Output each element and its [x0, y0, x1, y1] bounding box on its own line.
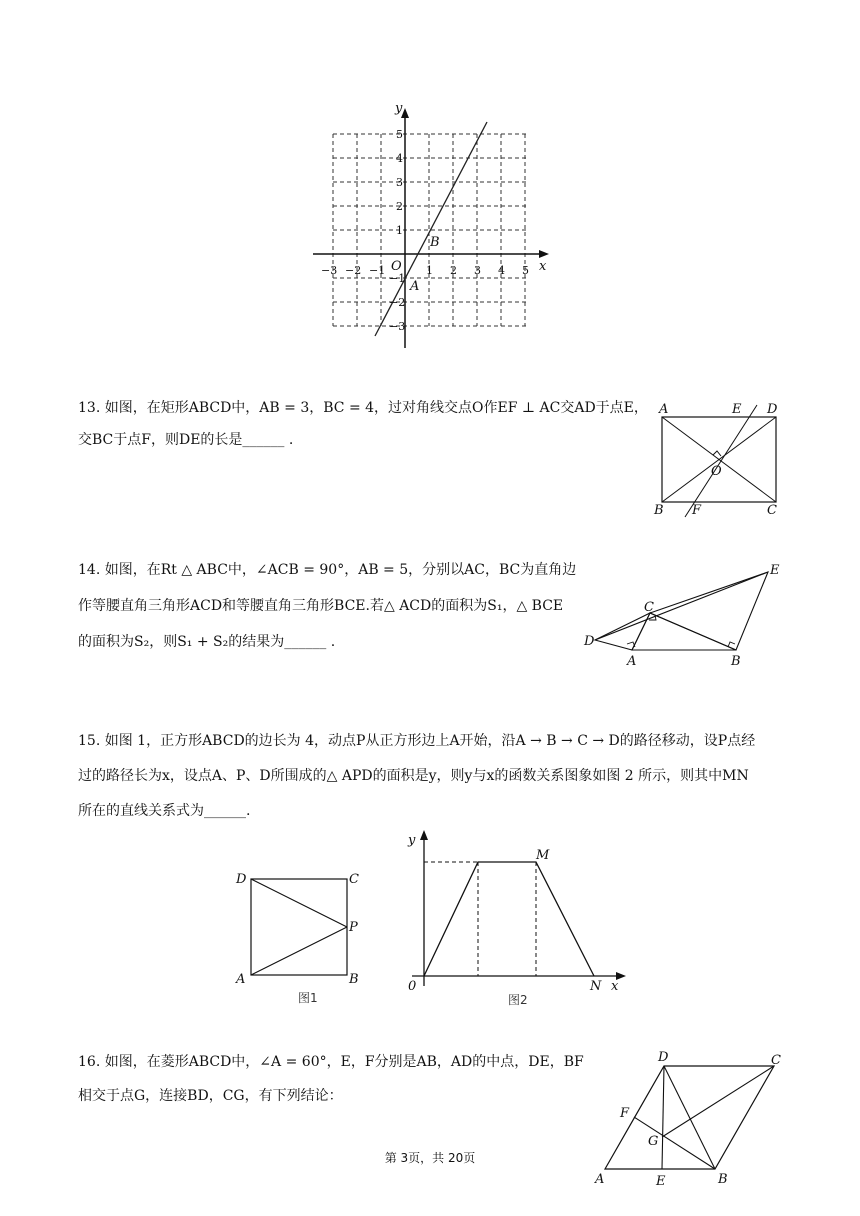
label-c: C — [767, 503, 777, 518]
label-c: C — [771, 1053, 781, 1068]
x-tick: −2 — [345, 264, 362, 277]
label-b: B — [654, 503, 664, 518]
label-b: B — [718, 1172, 728, 1187]
label-f: F — [620, 1106, 630, 1121]
y-axis-label: y — [395, 101, 403, 116]
label-b: B — [731, 654, 741, 669]
point-b-label: B — [430, 235, 440, 250]
x-tick: −3 — [321, 264, 338, 277]
q15-line-3: 所在的直线关系式为______. — [78, 803, 251, 819]
function-graph — [424, 862, 594, 976]
q15-figure-2-graph — [398, 826, 630, 1012]
q13-rectangle-figure — [645, 395, 795, 520]
x-tick: 4 — [498, 264, 505, 277]
q14-triangles-figure — [580, 558, 790, 673]
x-tick: 2 — [450, 264, 457, 277]
q15-line-2: 过的路径长为x，设点A、P、D所围成的△ APD的面积是y，则y与x的函数关系图象如图 2 所示，则其中MN — [78, 768, 749, 784]
label-a: A — [236, 972, 246, 987]
origin-label: 0 — [408, 979, 417, 994]
label-o: O — [711, 464, 722, 479]
label-b: B — [349, 972, 359, 987]
y-tick: 3 — [396, 176, 403, 189]
x-tick: 5 — [522, 264, 529, 277]
q16-line-2: 相交于点G，连接BD，CG，有下列结论： — [78, 1088, 343, 1104]
label-e: E — [656, 1174, 666, 1189]
figure-2-caption: 图2 — [508, 993, 528, 1007]
label-c: C — [349, 872, 359, 887]
y-tick: 2 — [396, 200, 403, 213]
q14-line-1: 14. 如图，在Rt △ ABC中，∠ACB = 90°，AB = 5，分别以AC，BC为直角边 — [78, 562, 577, 578]
x-axis-label: x — [539, 259, 547, 274]
q15-line-1: 15. 如图 1，正方形ABCD的边长为 4，动点P从正方形边上A开始，沿A → B → C → D的路径移动，设P点经 — [78, 733, 756, 749]
label-g: G — [648, 1134, 659, 1149]
y-label: y — [408, 833, 416, 848]
q14-line-2: 作等腰直角三角形ACD和等腰直角三角形BCE.若△ ACD的面积为S₁，△ BCE — [78, 598, 564, 614]
q14-line-3: 的面积为S₂，则S₁ + S₂的结果为______ . — [78, 634, 336, 650]
x-label: x — [611, 979, 619, 994]
label-n: N — [590, 979, 602, 994]
q16-line-1: 16. 如图，在菱形ABCD中，∠A = 60°，E，F分别是AB，AD的中点，DE，BF — [78, 1054, 584, 1070]
page-footer: 第 3页，共 20页 — [384, 1151, 476, 1165]
label-f: F — [692, 503, 702, 518]
q13-line-2: 交BC于点F，则DE的长是______ . — [78, 432, 294, 448]
label-d: D — [767, 402, 778, 417]
q15-figure-1-square — [228, 862, 368, 1012]
figure-1-caption: 图1 — [298, 991, 318, 1005]
label-a: A — [627, 654, 637, 669]
q16-rhombus-figure — [590, 1045, 790, 1190]
q13-line-1: 13. 如图，在矩形ABCD中，AB = 3，BC = 4，过对角线交点O作EF ⊥ AC交AD于点E， — [78, 400, 648, 416]
x-tick: 1 — [426, 264, 433, 277]
label-a: A — [595, 1172, 605, 1187]
y-tick: −1 — [389, 272, 406, 285]
q12-coordinate-graph — [305, 100, 555, 355]
label-a: A — [659, 402, 669, 417]
label-p: P — [349, 920, 358, 935]
y-tick: 5 — [396, 128, 403, 141]
label-e: E — [732, 402, 742, 417]
label-d: D — [584, 634, 595, 649]
label-m: M — [536, 848, 550, 863]
point-a-label: A — [410, 279, 420, 294]
y-tick: −2 — [389, 296, 406, 309]
y-tick: 1 — [396, 224, 403, 237]
label-e: E — [770, 563, 780, 578]
x-tick: 3 — [474, 264, 481, 277]
label-d: D — [236, 872, 247, 887]
y-tick: −3 — [389, 320, 406, 333]
x-tick: −1 — [369, 264, 386, 277]
label-d: D — [658, 1050, 669, 1065]
label-c: C — [644, 600, 654, 615]
origin-label: O — [391, 259, 402, 274]
y-tick: 4 — [396, 152, 403, 165]
